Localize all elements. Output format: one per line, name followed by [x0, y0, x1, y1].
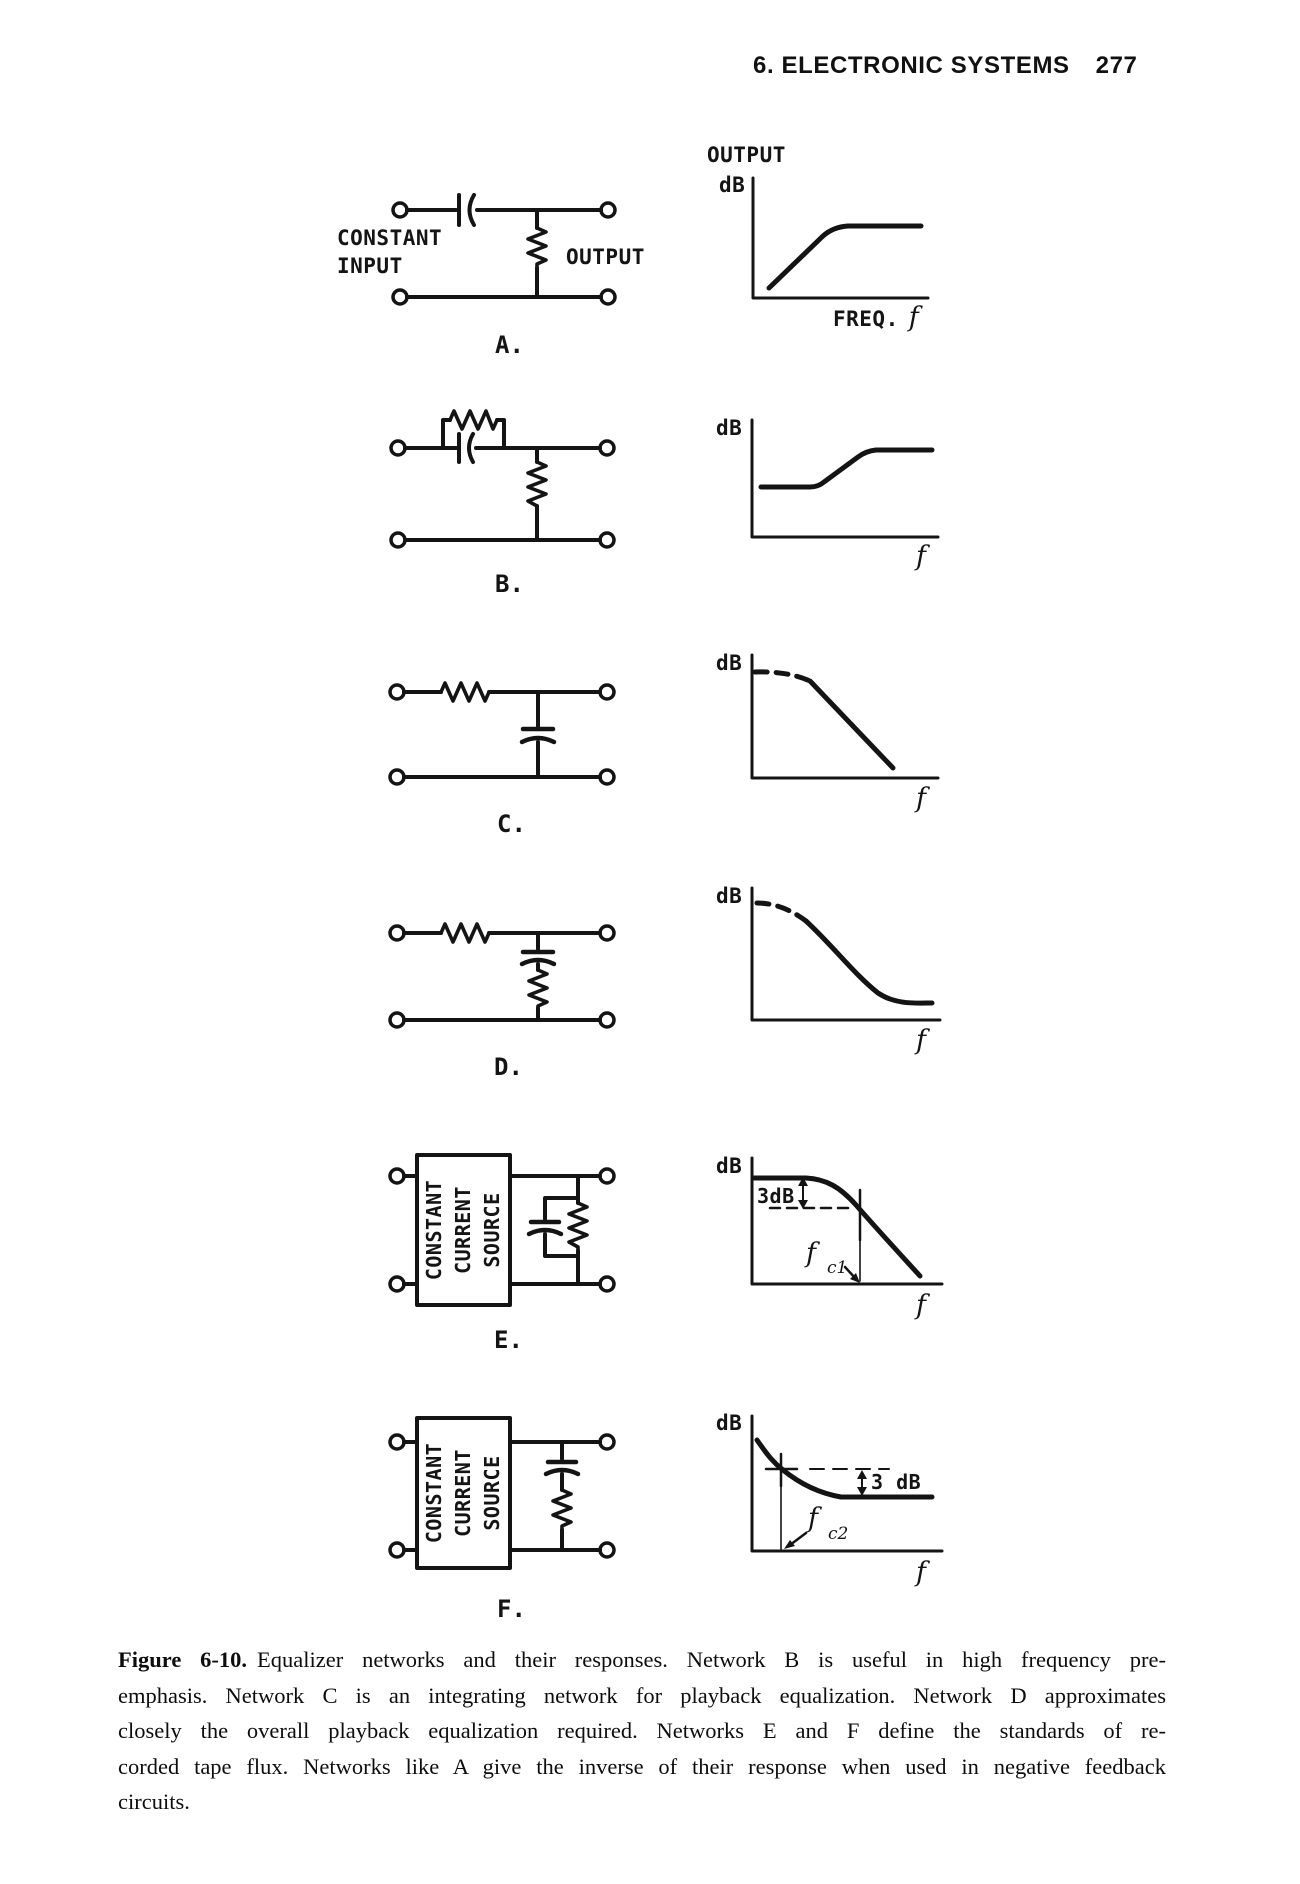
- graph-b-xlabel-f: f: [916, 541, 926, 572]
- circuit-a-input-label-line2: INPUT: [337, 254, 403, 278]
- graph-c-ylabel: dB: [716, 651, 743, 675]
- graph-e-ylabel: dB: [716, 1154, 743, 1178]
- circuit-d-letter: D.: [494, 1053, 523, 1081]
- graph-e-corner-sub: c1: [827, 1258, 848, 1278]
- figure-caption: [118, 1642, 1166, 1820]
- circuit-e-box-line3: SOURCE: [479, 1192, 504, 1268]
- chapter-title: 6. ELECTRONIC SYSTEMS: [753, 52, 1070, 79]
- circuit-b-letter: B.: [495, 570, 524, 598]
- figure-label: Figure 6-10.: [118, 1647, 248, 1672]
- circuit-e-box-line2: CURRENT: [450, 1186, 475, 1274]
- response-d-graph: [752, 888, 940, 1020]
- circuit-b-schematic: [391, 411, 614, 547]
- graph-a-xlabel-freq: FREQ.: [833, 307, 899, 331]
- circuit-c-schematic: [390, 683, 614, 784]
- graph-d-xlabel-f: f: [916, 1025, 926, 1056]
- circuit-a-letter: A.: [495, 331, 524, 359]
- graph-f-corner-f: f: [808, 1503, 818, 1534]
- caption-line-2: emphasis. Network C is an integrating network for playback equalization. Network D approximates: [118, 1682, 1166, 1708]
- graph-f-3db-label: 3 dB: [871, 1470, 922, 1494]
- circuit-f-box-line1: CONSTANT: [421, 1442, 446, 1544]
- graph-b-ylabel: dB: [716, 416, 743, 440]
- graph-e-3db-label: 3dB: [757, 1184, 795, 1208]
- page-number: 277: [1095, 52, 1138, 79]
- caption-line-4: corded tape flux. Networks like A give the inverse of their response when used in negative feedback: [118, 1753, 1166, 1779]
- circuit-f-box-label: [415, 1418, 511, 1568]
- graph-a-ylabel-db: dB: [719, 173, 746, 197]
- circuit-e-letter: E.: [494, 1326, 523, 1354]
- circuit-c-letter: C.: [497, 810, 526, 838]
- graph-f-ylabel: dB: [716, 1411, 743, 1435]
- caption-line-1: [118, 1642, 1166, 1678]
- graph-d-ylabel: dB: [716, 884, 743, 908]
- circuit-f-box-line3: SOURCE: [479, 1455, 504, 1531]
- caption-line-3: closely the overall playback equalization required. Networks E and F define the standards of re-: [118, 1718, 1166, 1743]
- graph-a-ylabel-output: OUTPUT: [707, 143, 786, 167]
- graph-e-corner-f: f: [806, 1238, 816, 1269]
- graph-f-xlabel-f: f: [916, 1557, 926, 1588]
- response-a-graph: [753, 178, 928, 298]
- circuit-e-box-label: [415, 1155, 511, 1305]
- circuit-e-box-line1: CONSTANT: [421, 1179, 446, 1281]
- graph-a-xlabel-f: f: [908, 302, 919, 333]
- circuit-f-letter: F.: [497, 1595, 526, 1623]
- caption-line-5: circuits.: [118, 1789, 190, 1814]
- response-c-graph: [752, 655, 938, 778]
- graph-e-xlabel-f: f: [916, 1290, 926, 1321]
- caption-line-1-text: Equalizer networks and their responses. Network B is useful in high frequency pre-: [257, 1647, 1166, 1672]
- graph-a-xlabel: [833, 302, 919, 333]
- circuit-d-schematic: [390, 924, 614, 1027]
- response-b-graph: [752, 420, 938, 537]
- graph-f-corner-sub: c2: [828, 1524, 849, 1544]
- circuit-a-input-label-line1: CONSTANT: [337, 226, 443, 250]
- graph-c-xlabel-f: f: [916, 783, 926, 814]
- circuit-f-box-line2: CURRENT: [450, 1449, 475, 1537]
- circuit-a-output-label: OUTPUT: [566, 245, 645, 269]
